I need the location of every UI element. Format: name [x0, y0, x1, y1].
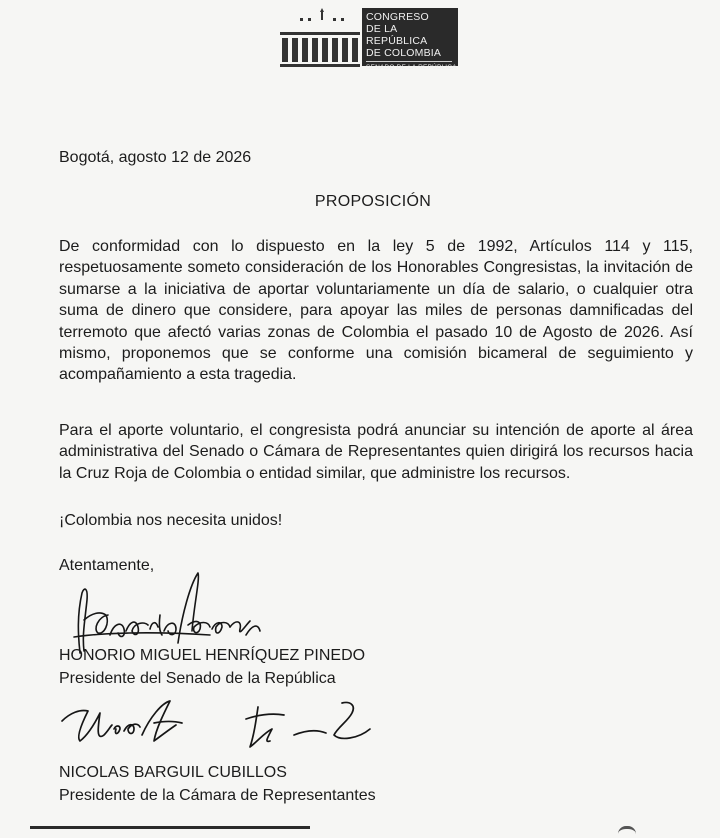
- letter-date: Bogotá, agosto 12 de 2026: [59, 149, 252, 166]
- signatory-2-role: Presidente de la Cámara de Representantes: [59, 787, 376, 804]
- body-paragraph-2: Para el aporte voluntario, el congresista podrá anunciar su intención de aporte al área administrativa del Senado o Cámara de Representantes quien dirigirá los recursos hacia la Cruz Roja de Colombia o entidad similar, que administre los recursos.: [59, 422, 693, 482]
- capitol-emblem-icon: [278, 4, 362, 70]
- seal-line-3: DE COLOMBIA: [366, 47, 442, 59]
- seal-line-1: CONGRESO: [366, 11, 429, 23]
- congress-seal: [278, 4, 460, 70]
- letter-title: PROPOSICIÓN: [314, 193, 432, 210]
- seal-line-2: DE LA REPÚBLICA: [366, 23, 428, 47]
- closing: Atentamente,: [59, 557, 155, 574]
- footer-mark: [618, 826, 636, 837]
- signatory-2-name: NICOLAS BARGUIL CUBILLOS: [59, 764, 287, 781]
- body-paragraph-1: De conformidad con lo dispuesto en la ley 5 de 1992, Artículos 114 y 115, respetuosamente someto consideración de los Honorables Congresistas, la invitación de sumarse a la iniciativa de aportar voluntariamente un día de salario, o cualquier otra suma de dinero que considere, para apoyar las miles de personas damnificadas del terremoto que afectó varias zonas de Colombia el pasado 10 de Agosto de 2026. Así mismo, proponemos que se conforme una comisión bicameral de seguimiento y acompañamiento a esta tragedia.: [59, 238, 693, 384]
- seal-subtitle: SENADO DE LA REPÚBLICA: [366, 64, 457, 71]
- seal-label: [362, 8, 458, 71]
- signature-nicolas-icon: [58, 695, 388, 765]
- slogan: ¡Colombia nos necesita unidos!: [59, 512, 283, 529]
- signatory-1-role: Presidente del Senado de la República: [59, 670, 336, 687]
- signatory-1-name: HONORIO MIGUEL HENRÍQUEZ PINEDO: [59, 647, 366, 664]
- footer-strip: [30, 826, 310, 837]
